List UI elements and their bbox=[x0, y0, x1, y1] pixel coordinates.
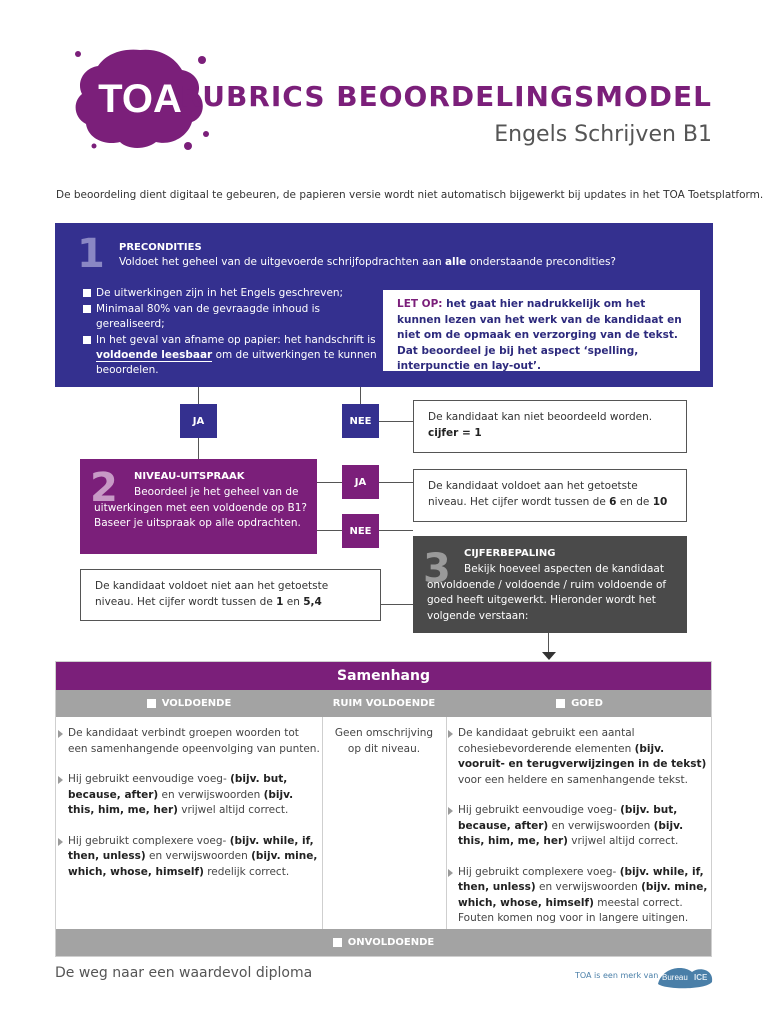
criterion-item: Hij gebruikt eenvoudige voeg- (bijv. but, because, after) en verwijswoorden (bijv. this, him, me, her) vrijwel altijd correct. bbox=[58, 772, 320, 819]
bureau-ice-logo bbox=[656, 962, 716, 990]
preconditions-block bbox=[55, 223, 713, 387]
yes-tag-level: JA bbox=[342, 465, 379, 499]
column-header-voldoende: VOLDOENDE bbox=[56, 690, 322, 717]
checkbox-icon bbox=[333, 938, 342, 947]
no-tag-preconditions: NEE bbox=[342, 404, 379, 438]
criterion-item: Hij gebruikt complexere voeg- (bijv. while, if, then, unless) en verwijswoorden (bijv. mine, which, whose, himself) redelijk correct. bbox=[58, 834, 320, 881]
checkbox-icon bbox=[556, 699, 565, 708]
bullet-icon bbox=[448, 730, 453, 738]
brand-note: TOA is een merk van bbox=[575, 971, 659, 980]
bureau-text: Bureau bbox=[662, 973, 688, 982]
criterion-item: De kandidaat gebruikt een aantal cohesiebevorderende elementen (bijv. vooruit- en terugverwijzingen in de tekst) voor een heldere en samenhangende tekst. bbox=[448, 726, 710, 788]
checkbox-icon bbox=[83, 305, 91, 313]
step-number-1: 1 bbox=[77, 231, 105, 277]
checkbox-icon bbox=[83, 336, 91, 344]
column-goed bbox=[448, 726, 710, 942]
column-header-goed: GOED bbox=[446, 690, 713, 717]
table-title: Samenhang bbox=[56, 662, 711, 690]
yes-tag-preconditions: JA bbox=[180, 404, 217, 438]
bullet-icon bbox=[58, 776, 63, 784]
criterion-item: De kandidaat verbindt groepen woorden tot een samenhangende opeenvolging van punten. bbox=[58, 726, 320, 757]
step-number-3: 3 bbox=[423, 546, 451, 592]
bullet-icon bbox=[448, 869, 453, 877]
rubric-table bbox=[55, 661, 712, 957]
level-judgement-block bbox=[80, 459, 317, 554]
document-title: RUBRICS BEOORDELINGSMODEL bbox=[179, 80, 712, 113]
intro-text: De beoordeling dient digitaal te gebeuren, de papieren versie wordt niet automatisch bijgewerkt bij updates in het TOA Toetsplatform. bbox=[56, 189, 764, 201]
step-number-2: 2 bbox=[90, 465, 118, 511]
criterion-item: Hij gebruikt complexere voeg- (bijv. while, if, then, unless) en verwijswoorden (bijv. mine, which, whose, himself) meestal correct. Fouten komen nog voor in langere uitingen. bbox=[448, 865, 710, 927]
column-header-ruim-voldoende: RUIM VOLDOENDE bbox=[332, 698, 436, 709]
footer-tagline: De weg naar een waardevol diploma bbox=[55, 965, 313, 981]
preconditions-question: Voldoet het geheel van de uitgevoerde schrijfopdrachten aan alle onderstaande precondities? bbox=[119, 256, 616, 268]
bullet-icon bbox=[448, 807, 453, 815]
grading-block bbox=[413, 536, 687, 633]
column-ruim-voldoende: Geen omschrijving op dit niveau. bbox=[334, 727, 434, 755]
attention-note: LET OP: het gaat hier nadrukkelijk om het kunnen lezen van het werk van de kandidaat en niet om de opmaak en verzorging van de tekst. Dat beoordeel je bij het aspect ‘spelling, interpunctie en lay-out’. bbox=[383, 290, 700, 371]
bullet-icon bbox=[58, 730, 63, 738]
bullet-icon bbox=[58, 838, 63, 846]
precondition-item: De uitwerkingen zijn in het Engels geschreven; bbox=[83, 286, 383, 301]
criterion-item: Hij gebruikt eenvoudige voeg- (bijv. but, because, after) en verwijswoorden (bijv. this, him, me, her) vrijwel altijd correct. bbox=[448, 803, 710, 850]
checkbox-icon bbox=[83, 289, 91, 297]
level-judgement-heading: NIVEAU-UITSPRAAK bbox=[134, 471, 245, 482]
not-assessable-box: De kandidaat kan niet beoordeeld worden. cijfer = 1 bbox=[413, 400, 687, 453]
preconditions-heading: PRECONDITIES bbox=[119, 242, 202, 253]
document-subtitle: Engels Schrijven B1 bbox=[494, 122, 712, 147]
table-header-row bbox=[56, 690, 711, 717]
level-judgement-text: Beoordeel je het geheel van de uitwerkingen met een voldoende op B1? Baseer je uitspraak op alle opdrachten. bbox=[94, 486, 307, 529]
pass-level-box: De kandidaat voldoet aan het getoetste niveau. Het cijfer wordt tussen de 6 en de 10 bbox=[413, 469, 687, 522]
logo-text: TOA bbox=[98, 77, 182, 121]
no-tag-level: NEE bbox=[342, 514, 379, 548]
checkbox-icon bbox=[147, 699, 156, 708]
ice-text: ICE bbox=[694, 973, 708, 982]
table-footer-onvoldoende: ONVOLDOENDE bbox=[56, 929, 711, 956]
preconditions-list bbox=[83, 286, 383, 379]
fail-level-box: De kandidaat voldoet niet aan het getoetste niveau. Het cijfer wordt tussen de 1 en 5,4 bbox=[80, 569, 381, 621]
column-voldoende bbox=[56, 726, 320, 895]
grading-heading: CIJFERBEPALING bbox=[464, 548, 556, 559]
precondition-item: In het geval van afname op papier: het handschrift is voldoende leesbaar om de uitwerkingen te kunnen beoordelen. bbox=[83, 333, 383, 378]
precondition-item: Minimaal 80% van de gevraagde inhoud is gerealiseerd; bbox=[83, 302, 383, 332]
arrow-down-icon bbox=[542, 652, 556, 660]
grading-text: Bekijk hoeveel aspecten de kandidaat onvoldoende / voldoende / ruim voldoende of goed heeft uitgewerkt. Hieronder wordt het volgende verstaan: bbox=[427, 563, 667, 622]
